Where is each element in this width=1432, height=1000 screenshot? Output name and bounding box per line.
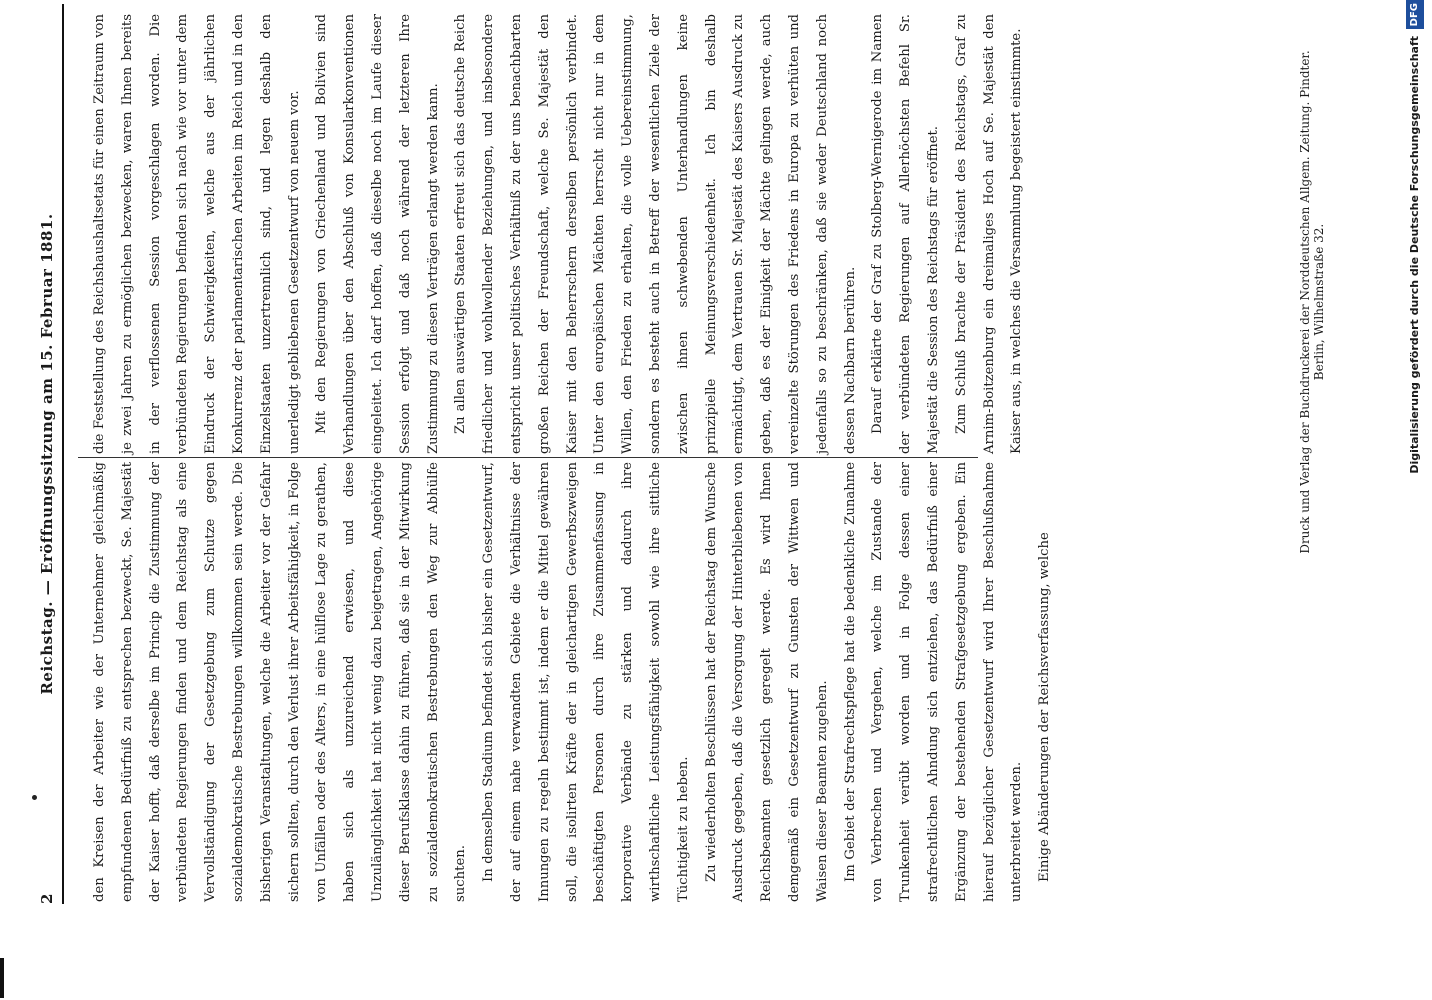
paragraph: den Kreisen der Arbeiter wie der Unternehmer gleichmäßig empfundenen Bedürfniß zu entsprechen bezweckt, Se. Majestät der Kaiser hofft, daß derselbe im Princip die Zustimmung der verbündeten Regierungen finden und dem Reichstag als eine Vervollständigung der Gesetzgebung zum Schutze gegen sozialdemokratische Bestrebungen willkommen sein werde. Die bisherigen Veranstaltungen, welche die Arbeiter vor der Gefahr sichern sollten, durch den Verlust ihrer Arbeitsfähigkeit, in Folge von Unfällen oder des Alters, in eine hülflose Lage zu gerathen, haben sich als unzureichend erwiesen, und diese Unzulänglichkeit hat nicht wenig dazu beigetragen, Angehörige dieser Berufsklasse dahin zu führen, daß sie in der Mitwirkung zu sozialdemokratischen Bestrebungen den Weg zur Abhülfe suchten. [92,462,469,902]
paragraph: die Feststellung des Reichshaushaltsetats für einen Zeitraum von je zwei Jahren zu ermöglichen bezwecken, waren Ihnen bereits in der verflossenen Session vorgeschlagen worden. Die verbündeten Regierungen befinden sich nach wie vor unter dem Eindruck der Schwierigkeiten, welche aus der jährlichen Konkurrenz der parlamentarischen Arbeiten im Reich und in den Einzelstaaten unzertrennlich sind, und legen deshalb den unerledigt gebliebenen Gesetzentwurf von neuem vor. [92,14,302,454]
paragraph: Zum Schluß brachte der Präsident des Reichstags, Graf zu Arnim-Boitzenburg ein dreimaliges Hoch auf Se. Majestät den Kaiser aus, in welches die Versammlung begeistert einstimmte. [953,14,1025,454]
page-header [38,4,62,904]
paragraph: Zu wiederholten Beschlüssen hat der Reichstag dem Wunsche Ausdruck gegeben, daß die Versorgung der Hinterbliebenen von Reichsbeamten gesetzlich geregelt werde. Es wird Ihnen demgemäß ein Gesetzentwurf zu Gunsten der Wittwen und Waisen dieser Beamten zugehen. [703,462,830,902]
right-column [86,14,1025,454]
imprint-line: Druck und Verlag der Buchdruckerei der Norddeutschen Allgem. Zeitung. Pindter. [1298,50,1312,554]
imprint [1298,22,1326,582]
paragraph: Mit den Regierungen von Griechenland und Bolivien sind Verhandlungen über den Abschluß von Konsularkonventionen eingeleitet. Ich darf hoffen, daß dieselbe noch im Laufe dieser Session erfolgt und daß noch während der letzteren Ihre Zustimmung zu diesen Verträgen erlangt werden kann. [314,14,441,454]
imprint-line: Berlin, Wilhelmstraße 32. [1312,223,1326,381]
running-title: Reichstag. — Eröffnungssitzung am 15. Februar 1881. [38,213,56,695]
header-rule [62,4,64,904]
page-number: 2 [38,893,56,904]
digitization-watermark [1404,0,1426,1000]
column-divider [78,457,978,458]
dfg-logo: DFG [1406,0,1424,29]
paragraph: Darauf erklärte der Graf zu Stolberg-Wernigerode im Namen der verbündeten Regierungen auf Allerhöchsten Befehl Sr. Majestät die Session des Reichstags für eröffnet. [870,14,941,454]
paragraph: Einige Abänderungen der Reichsverfassung, welche [1037,532,1053,882]
paragraph: Zu allen auswärtigen Staaten erfreut sich das deutsche Reich friedlicher und wohlwollender Beziehungen, und insbesondere entspricht unser politisches Verhältniß zu der uns benachbarten großen Reichen der Freundschaft, welche Se. Majestät den Kaiser mit den Beherrschern derselben persönlich verbindet. Unter den europäischen Mächten herrscht nicht nur in dem Willen, den Frieden zu erhalten, die volle Uebereinstimmung, sondern es besteht auch in Betreff der wesentlichen Ziele der zwischen ihnen schwebenden Unterhandlungen keine prinzipielle Meinungsverschiedenheit. Ich bin deshalb ermächtigt, dem Vertrauen Sr. Majestät des Kaisers Ausdruck zu geben, daß es der Einigkeit der Mächte gelingen werde, auch vereinzelte Störungen des Friedens in Europa zu verhüten und jedenfalls so zu beschränken, daß sie weder Deutschland noch dessen Nachbarn berühren. [453,14,858,454]
paragraph: Im Gebiet der Strafrechtspflege hat die bedenkliche Zunahme von Verbrechen und Vergehen, welche im Zustande der Trunkenheit verübt worden und in Folge dessen einer strafrechtlichen Ahndung sich entziehen, das Bedürfniß einer Ergänzung der bestehenden Strafgesetzgebung ergeben. Ein hierauf bezüglicher Gesetzentwurf wird Ihrer Beschlußnahme unterbreitet werden. [842,462,1025,902]
left-column [86,462,1053,902]
paragraph: In demselben Stadium befindet sich bisher ein Gesetzentwurf, der auf einem nahe verwandten Gebiete die Verhältnisse der Innungen zu regeln bestimmt ist, indem er die Mittel gewähren soll, die isolirten Kräfte der in gleichartigen Gewerbszweigen beschäftigten Personen durch ihre Zusammenfassung in korporative Verbände zu stärken und dadurch ihre wirthschaftliche Leistungsfähigkeit sowohl wie ihre sittliche Tüchtigkeit zu heben. [481,462,691,902]
watermark-text: Digitalisierung gefördert durch die Deutsche Forschungsgemeinschaft [1408,36,1421,474]
